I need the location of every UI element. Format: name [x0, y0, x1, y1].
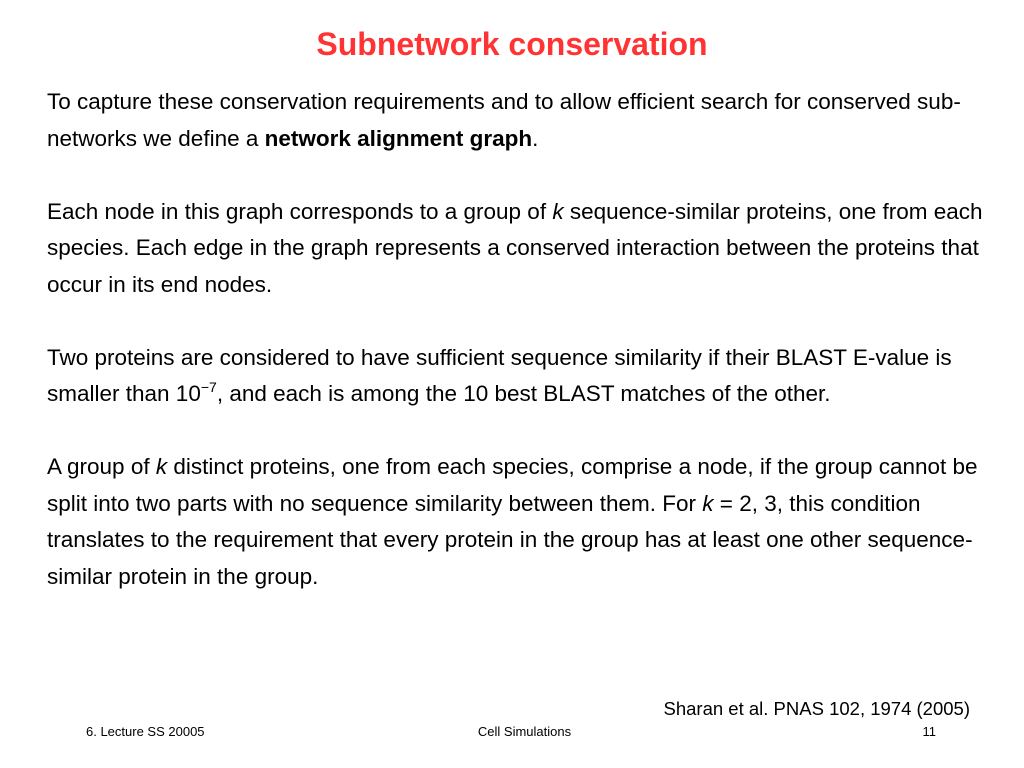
paragraph-text: .	[532, 125, 539, 151]
paragraph-text: = 2, 3, this condition translates to the requirement that every protein in the group has at least one other sequence-similar protein in the group.	[47, 490, 973, 589]
paragraph-text: Each node in this graph corresponds to a group of	[47, 198, 553, 224]
italic-variable: k	[702, 490, 714, 516]
paragraph-text: To capture these conservation requirements and to allow efficient search for conserved sub-networks we define a	[47, 89, 961, 151]
paragraph-text: A group of	[47, 454, 156, 479]
slide-body	[47, 84, 987, 595]
paragraph-text: Two proteins are considered to have sufficient sequence similarity if their BLAST E-value is smaller than 10	[47, 344, 952, 406]
italic-variable: k	[155, 454, 168, 479]
paragraph-alignment-graph	[47, 84, 987, 157]
footer-lecture: 6. Lecture SS 20005	[86, 724, 205, 739]
bold-term: network alignment graph	[264, 125, 533, 151]
paragraph-text: sequence-similar proteins, one from each species. Each edge in the graph represents a conserved interaction between the proteins that occur in its end nodes.	[47, 198, 983, 297]
slide-title: Subnetwork conservation	[316, 26, 708, 62]
citation: Sharan et al. PNAS 102, 1974 (2005)	[663, 698, 970, 719]
paragraph-group-condition	[47, 449, 987, 595]
paragraph-blast-similarity	[47, 340, 987, 413]
exponent: −7	[200, 379, 217, 395]
footer-page-number: 11	[922, 724, 936, 739]
paragraph-node-definition	[47, 194, 987, 304]
footer-course-title: Cell Simulations	[477, 724, 572, 739]
italic-variable: k	[552, 198, 564, 224]
paragraph-text: , and each is among the 10 best BLAST matches of the other.	[216, 381, 831, 406]
paragraph-text: distinct proteins, one from each species, comprise a node, if the group cannot be split into two parts with no sequence similarity between them. For	[47, 454, 978, 516]
